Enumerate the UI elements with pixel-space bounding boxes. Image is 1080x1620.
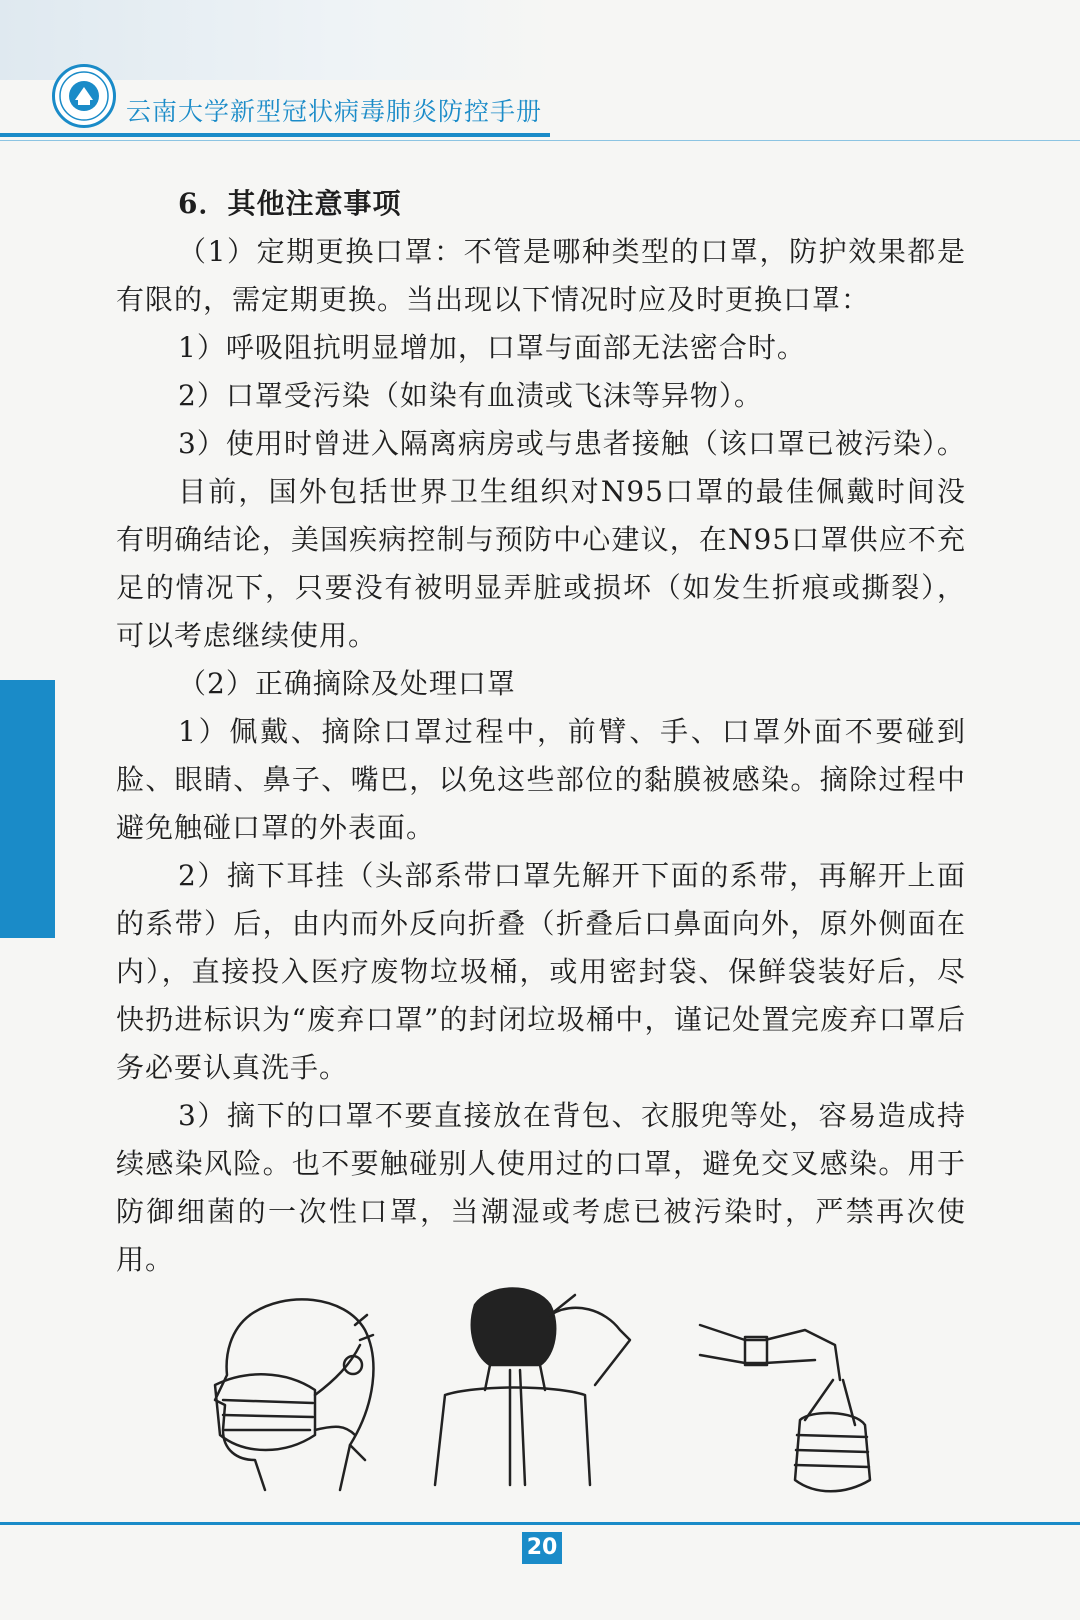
page-number: 20 (522, 1532, 562, 1564)
page-body (116, 180, 966, 1284)
header-thin-rule (0, 140, 1080, 141)
untie-mask-straps-illustration (435, 1289, 630, 1486)
paragraph: （1）定期更换口罩：不管是哪种类型的口罩，防护效果都是有限的，需定期更换。当出现以下情况时应及时更换口罩： (116, 235, 966, 316)
paragraph: 2）口罩受污染（如染有血渍或飞沫等异物）。 (178, 379, 763, 412)
paragraph: 3）使用时曾进入隔离病房或与患者接触（该口罩已被污染）。 (178, 427, 966, 460)
paragraph: 1）呼吸阻抗明显增加，口罩与面部无法密合时。 (178, 331, 806, 364)
footer-rule (0, 1522, 1080, 1525)
mask-side-profile-illustration (215, 1299, 373, 1490)
paragraph: 2）摘下耳挂（头部系带口罩先解开下面的系带，再解开上面的系带）后，由内而外反向折叠（折叠后口鼻面向外，原外侧面在内），直接投入医疗废物垃圾桶，或用密封袋、保鲜袋装好后，尽快扔进标识为“废弃口罩”的封闭垃圾桶中，谨记处置完废弃口罩后务必要认真洗手。 (116, 859, 966, 1084)
hold-mask-by-straps-illustration (700, 1325, 870, 1491)
side-tab-marker (0, 680, 55, 938)
header-rule (0, 133, 550, 137)
mask-removal-illustrations (175, 1285, 905, 1507)
paragraph: 1）佩戴、摘除口罩过程中，前臂、手、口罩外面不要碰到脸、眼睛、鼻子、嘴巴，以免这些部位的黏膜被感染。摘除过程中避免触碰口罩的外表面。 (116, 715, 966, 844)
university-logo-icon (52, 64, 116, 128)
handbook-title: 云南大学新型冠状病毒肺炎防控手册 (126, 97, 543, 126)
subheading: （2）正确摘除及处理口罩 (178, 667, 516, 700)
section-heading: 6．其他注意事项 (178, 187, 402, 220)
paragraph: 目前，国外包括世界卫生组织对N95口罩的最佳佩戴时间没有明确结论，美国疾病控制与预防中心建议，在N95口罩供应不充足的情况下，只要没有被明显弄脏或损坏（如发生折痕或撕裂），可以考虑继续使用。 (116, 475, 966, 652)
paragraph: 3）摘下的口罩不要直接放在背包、衣服兜等处，容易造成持续感染风险。也不要触碰别人使用过的口罩，避免交叉感染。用于防御细菌的一次性口罩，当潮湿或考虑已被污染时，严禁再次使用。 (116, 1099, 966, 1276)
